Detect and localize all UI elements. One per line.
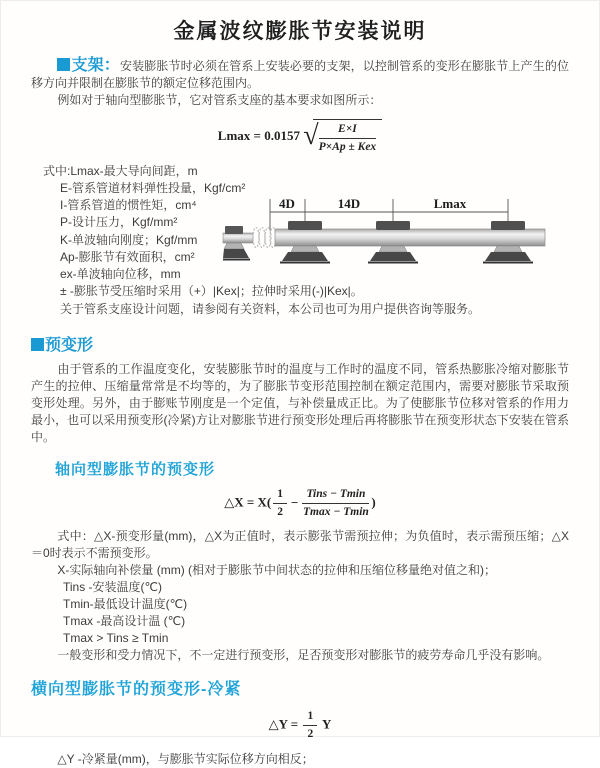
half-fraction — [301, 709, 319, 742]
temperature-definitions-list — [63, 579, 569, 647]
fraction-numerator: 1 — [273, 487, 287, 504]
temperature-item: Tmin-最低设计温度(℃) — [63, 596, 188, 611]
section-square-icon — [31, 338, 44, 351]
definition-item: E-管系管道材料弹性投量，Kgf/cm² — [60, 181, 246, 196]
definition-item: 式中:Lmax-最大导向间距，m — [43, 163, 198, 178]
formula-prefix: △Y = — [268, 716, 299, 731]
definition-item: 关于管系支座设计问题，请参阅有关资料，本公司也可为用户提供咨询等服务。 — [60, 301, 481, 316]
fraction-numerator: 1 — [303, 709, 317, 726]
left-anchor-support — [223, 226, 253, 260]
formula-lhs: Lmax = 0.0157 — [217, 127, 300, 143]
fraction-denominator: 2 — [307, 727, 314, 740]
temperature-item: Tmax -最高设计温 (℃) — [63, 613, 186, 628]
axial-note-2: X-实际轴向补偿量 (mm) (相对于膨胀节中间状态的拉伸和压缩位移量绝对值之和)； — [57, 562, 497, 577]
fraction-numerator: E×I — [319, 122, 377, 139]
minus-operator: − — [291, 495, 299, 511]
radical-sign: √ — [303, 119, 319, 151]
support-intro-paragraph — [31, 57, 569, 92]
support-intro-text: 安装膨胀节时必须在管系上安装必要的支架，以控制管系的变形在膨胀节上产生的位移方向并限制在膨胀节的额定位移范围内。 — [31, 59, 569, 90]
lateral-note: △Y -冷紧量(mm)，与膨胀节实际位移方向相反； — [57, 752, 314, 767]
predeform-paragraph: 由于管系的工作温度变化，安装膨胀节时的温度与工作时的温度不同，管系热膨胀冷缩对膨胀节产生的拉伸、压缩量常常是不均等的，为了膨胀节变形范围控制在额定范围内，需要对膨胀节采取预变形处理。另外，由于膨账节刚度是一个定值，与补偿量成正比。为了使膨胀节位移对管系的作用力最小，也可以采用预变形(冷紧)方让对膨胀节进行预变形处理后再将膨胀节在预变形状态下安装在管系中。 — [31, 361, 569, 444]
temperature-item: Tins -安装温度(℃) — [63, 579, 163, 594]
definition-item: K-单波轴向刚度；Kgf/mm — [60, 232, 198, 247]
definition-item: I-管系管道的惯性矩，cm⁴ — [60, 198, 197, 213]
definitions-and-diagram — [31, 163, 569, 318]
formula-prefix: △X = X( — [224, 494, 272, 510]
formula-suffix: ) — [371, 494, 376, 510]
formula-fraction — [317, 122, 379, 155]
lateral-subsection-heading: 横向型膨胀节的预变形-冷紧 — [31, 680, 242, 698]
main-pipe — [275, 229, 545, 246]
support-section-heading — [57, 57, 120, 74]
axial-note-1: 式中：△X-预变形量(mm)，△X为正值时，表示膨张节需预拉伸；为负值时，表示需预压缩；△X＝0时表示不需预变形。 — [31, 528, 569, 560]
definition-item: ex-单波轴向位移，mm — [60, 267, 181, 282]
support-example-line: 例如对于轴向型膨胀节，它对管系支座的基本要求如图所示： — [57, 93, 382, 107]
section-square-icon — [57, 58, 70, 71]
pipe-support-diagram — [223, 189, 573, 289]
page-title: 金属波纹膨胀节安装说明 — [173, 20, 427, 43]
bellows-icon — [253, 227, 276, 247]
definition-item: ± -膨胀节受压缩时采用（+）|Kex|；拉伸时采用(-)|Kex|。 — [60, 284, 363, 299]
fraction-denominator: Tmax − Tmin — [303, 505, 369, 518]
fraction-denominator: 2 — [277, 505, 284, 518]
dimension-label-14d: 14D — [337, 195, 361, 211]
axial-formula — [31, 487, 569, 520]
axial-note-3: 一般变形和受力情况下，不一定进行预变形，足否预变形对膨胀节的疲劳寿命几乎没有影响。 — [57, 647, 550, 662]
fraction-numerator: Tins − Tmin — [302, 487, 369, 504]
definition-item: Ap-膨胀节有效面积，cm² — [60, 249, 195, 264]
dimension-label-4d: 4D — [279, 195, 295, 211]
lmax-formula — [31, 119, 569, 155]
support-heading-label: 支架： — [71, 57, 120, 74]
lateral-formula — [31, 709, 569, 742]
half-fraction — [271, 487, 289, 520]
fraction-denominator: P×Ap ± Kex — [318, 140, 377, 153]
radicand — [313, 119, 383, 155]
dimension-label-lmax: Lmax — [433, 195, 467, 211]
predeform-heading-label: 预变形 — [45, 336, 94, 354]
temperature-fraction — [300, 487, 371, 520]
temperature-item: Tmax > Tins ≥ Tmin — [63, 630, 169, 645]
definition-item: P-设计压力，Kgf/mm² — [60, 215, 178, 230]
predeform-section-heading — [31, 332, 569, 355]
axial-subsection-heading: 轴向型膨胀节的预变形 — [55, 460, 216, 478]
formula-suffix: Y — [321, 716, 332, 731]
